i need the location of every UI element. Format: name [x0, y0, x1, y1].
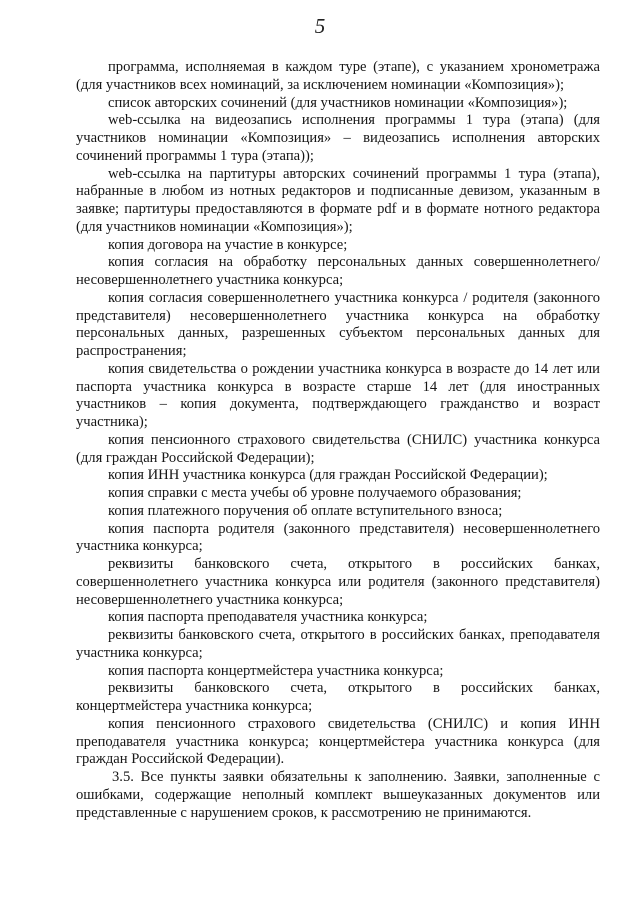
- document-paragraph: реквизиты банковского счета, открытого в российских банках, концертмейстера участника конкурса;: [76, 680, 600, 714]
- document-body: [76, 59, 600, 822]
- document-paragraph: копия паспорта концертмейстера участника конкурса;: [108, 662, 444, 679]
- document-paragraph: копия свидетельства о рождении участника конкурса в возрасте до 14 лет или паспорта участника конкурса в возрасте старше 14 лет (для иностранных участников – копия документа, подтверждающего гражданство и возраст участника);: [76, 360, 600, 430]
- document-paragraph: web-ссылка на партитуры авторских сочинений программы 1 тура (этапа), набранные в любом из нотных редакторов и подписанные девизом, указанным в заявке; партитуры предоставляются в формате pdf и в формате нотного редактора (для участников номинации «Композиция»);: [76, 165, 600, 235]
- document-paragraph: копия договора на участие в конкурсе;: [108, 236, 348, 253]
- document-paragraph: реквизиты банковского счета, открытого в российских банках, преподавателя участника конкурса;: [76, 627, 600, 661]
- document-paragraph: копия паспорта преподавателя участника конкурса;: [108, 609, 428, 626]
- document-paragraph: список авторских сочинений (для участников номинации «Композиция»);: [108, 94, 568, 111]
- document-paragraph: копия пенсионного страхового свидетельства (СНИЛС) и копия ИНН преподавателя участника конкурса; концертмейстера участника конкурса (для граждан Российской Федерации).: [76, 715, 600, 768]
- document-paragraph: копия паспорта родителя (законного представителя) несовершеннолетнего участника конкурса;: [76, 520, 600, 555]
- document-paragraph: копия ИНН участника конкурса (для граждан Российской Федерации);: [108, 467, 548, 484]
- document-paragraph: копия пенсионного страхового свидетельства (СНИЛС) участника конкурса (для граждан Российской Федерации);: [76, 431, 600, 466]
- document-paragraph: копия согласия на обработку персональных данных совершеннолетнего/ несовершеннолетнего участника конкурса;: [76, 254, 600, 288]
- document-paragraph: реквизиты банковского счета, открытого в российских банках, совершеннолетнего участника конкурса или родителя (законного представителя) несовершеннолетнего участника конкурса;: [76, 556, 600, 608]
- document-paragraph: копия справки с места учебы об уровне получаемого образования;: [108, 485, 522, 501]
- document-paragraph: копия согласия совершеннолетнего участника конкурса / родителя (законного представителя) несовершеннолетнего участника конкурса на обработку персональных данных, разрешенных субъектом персональных данных для распространения;: [76, 289, 600, 359]
- clause-3-5: 3.5. Все пункты заявки обязательны к заполнению. Заявки, заполненные с ошибками, содержащие неполный комплект вышеуказанных документов или представленные с нарушением сроков, к рассмотрению не принимаются.: [76, 769, 600, 821]
- document-paragraph: копия платежного поручения об оплате вступительного взноса;: [108, 502, 503, 519]
- document-paragraph: программа, исполняемая в каждом туре (этапе), с указанием хронометража (для участников всех номинаций, за исключением номинации «Композиция»);: [76, 59, 600, 93]
- page-number: 5: [314, 14, 326, 38]
- document-paragraph: web-ссылка на видеозапись исполнения программы 1 тура (этапа) (для участников номинации «Композиция» – видеозапись исполнения авторских сочинений программы 1 тура (этапа));: [76, 112, 600, 164]
